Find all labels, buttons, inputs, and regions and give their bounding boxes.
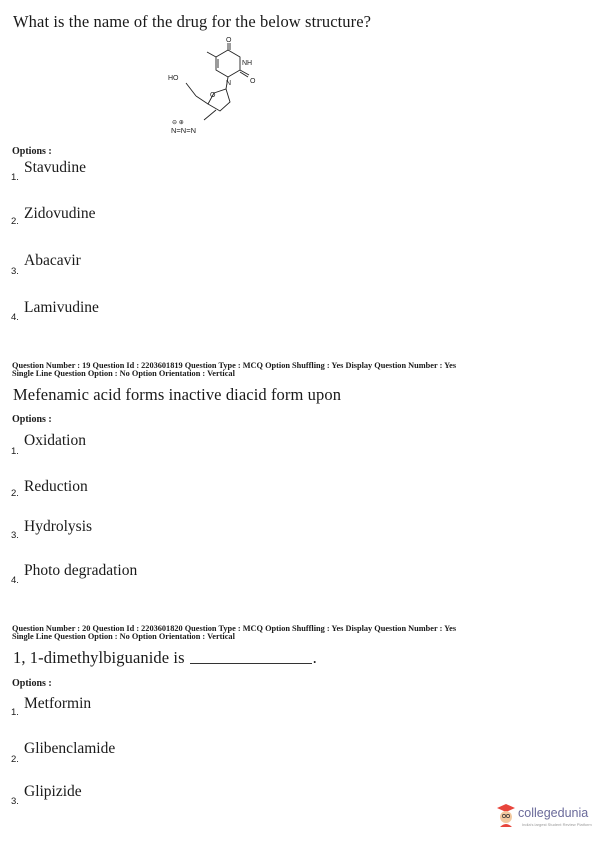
n-ring-label: N [226,80,232,87]
q20-meta-line-2: Single Line Question Option : No Option Orientation : Vertical [12,632,235,641]
q20-option-1[interactable]: Metformin [24,695,92,712]
q20-question-line [13,648,317,668]
q20-meta-line-1: Question Number : 20 Question Id : 2203601820 Question Type : MCQ Option Shuffling : Yes Display Question Number : Yes [12,624,457,633]
q19-option-4[interactable]: Photo degradation [24,562,138,579]
q19-option-3-number: 3. [11,530,19,541]
q20-option-3[interactable]: Glipizide [24,783,82,800]
q20-option-3-number: 3. [11,796,19,807]
q18-option-1-number: 1. [11,172,19,183]
graduate-mascot-icon [496,803,516,827]
q18-question-text: What is the name of the drug for the below structure? [13,12,372,31]
q18-option-3[interactable]: Abacavir [24,252,81,269]
q19-option-2-number: 2. [11,488,19,499]
q20-options-label: Options : [12,678,52,689]
charges-label: ⊖ ⊕ [172,120,184,126]
q19-option-2[interactable]: Reduction [24,478,88,495]
q19-option-4-number: 4. [11,575,19,586]
o-ring-label: O [210,92,216,99]
q18-option-4[interactable]: Lamivudine [24,299,99,316]
logo-tagline: India's largest Student Review Platform [522,822,592,827]
q19-option-3[interactable]: Hydrolysis [24,518,93,535]
q19-option-1-number: 1. [11,446,19,457]
q20-question-period: . [312,648,317,667]
q20-option-2-number: 2. [11,754,19,765]
q18-option-4-number: 4. [11,312,19,323]
logo-wordmark: collegedunia [518,806,589,820]
azide-label: N=N=N [171,126,197,135]
q19-meta-line-2: Single Line Question Option : No Option Orientation : Vertical [12,369,235,378]
q20-option-1-number: 1. [11,707,19,718]
q18-options-label: Options : [12,146,52,157]
q18-option-2-number: 2. [11,216,19,227]
q20-question-text: 1, 1-dimethylbiguanide is [13,648,185,667]
o-top-label: O [226,37,232,44]
q18-option-2[interactable]: Zidovudine [24,205,96,222]
nh-label: NH [242,60,253,67]
ho-label: HO [168,75,179,82]
q19-question-text: Mefenamic acid forms inactive diacid form upon [13,385,342,404]
o-right-label: O [250,78,256,85]
q18-option-3-number: 3. [11,266,19,277]
collegedunia-logo[interactable] [494,800,592,834]
q19-option-1[interactable]: Oxidation [24,432,86,449]
q19-meta-line-1: Question Number : 19 Question Id : 2203601819 Question Type : MCQ Option Shuffling : Yes Display Question Number : Yes [12,361,457,370]
q18-option-1[interactable]: Stavudine [24,159,86,176]
zidovudine-structure-image [160,36,270,140]
q20-option-2[interactable]: Glibenclamide [24,740,116,757]
q20-answer-blank [190,650,312,664]
q19-options-label: Options : [12,414,52,425]
